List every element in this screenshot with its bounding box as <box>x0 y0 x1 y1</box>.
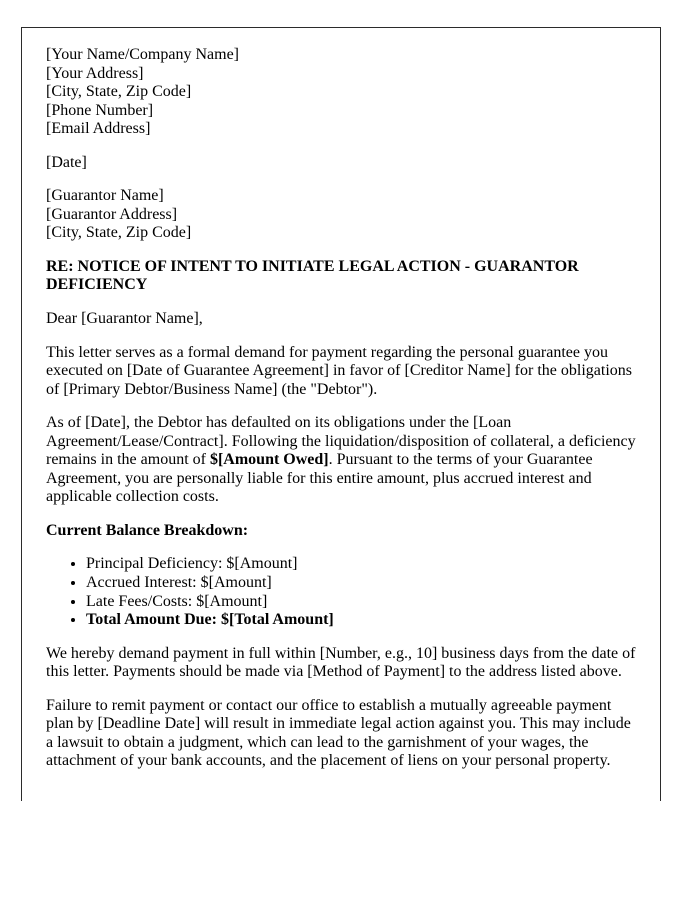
balance-breakdown-list <box>46 555 636 629</box>
intro-paragraph <box>46 344 636 400</box>
sender-email-line: [Email Address] <box>46 120 151 138</box>
date-line: [Date] <box>46 153 87 171</box>
list-item-late-fees <box>86 593 636 612</box>
list-item-total-amount-due <box>86 611 636 630</box>
sender-address-line: [Your Address] <box>46 64 144 82</box>
salutation: Dear [Guarantor Name], <box>46 310 203 328</box>
sender-city-line: [City, State, Zip Code] <box>46 83 192 101</box>
guarantor-city-line: [City, State, Zip Code] <box>46 224 192 242</box>
consequences-paragraph: Failure to remit payment or contact our office to establish a mutually agreeable payment plan by [Deadline Date] will result in immediate legal action against you. This may include a lawsuit to obtain a judgment, which can lead to the garnishment of your wages, the attachment of your bank accounts, and the placement of liens on your personal property. <box>46 696 631 770</box>
amount-owed-value: $[Amount Owed] <box>209 451 329 469</box>
default-paragraph-after-amount: . Pursuant to the terms of your Guarantee Agreement, you are personally liable for this entire amount, plus accrued interest and applicable collection costs. <box>46 451 593 506</box>
letter-document <box>21 27 661 801</box>
recipient-address-block <box>46 187 636 243</box>
total-amount-due-text: Total Amount Due: $[Total Amount] <box>86 611 334 629</box>
default-paragraph <box>46 414 636 507</box>
intro-paragraph-text: This letter serves as a formal demand for payment regarding the personal guarantee you executed on [Date of Guarantee Agreement] in favor of [Creditor Name] for the obligations of [Primary Debtor/Business Name] (the "Debtor"). <box>46 343 632 398</box>
list-item-principal-deficiency <box>86 555 636 574</box>
guarantor-address-line: [Guarantor Address] <box>46 205 178 223</box>
accrued-interest-text: Accrued Interest: $[Amount] <box>86 574 272 592</box>
subject-line: RE: NOTICE OF INTENT TO INITIATE LEGAL ACTION - GUARANTOR DEFICIENCY <box>46 257 579 294</box>
sender-phone-line: [Phone Number] <box>46 101 154 119</box>
sender-address-block <box>46 46 636 139</box>
demand-paragraph: We hereby demand payment in full within [Number, e.g., 10] business days from the date of this letter. Payments should be made via [Method of Payment] to the address listed above. <box>46 644 636 681</box>
breakdown-heading: Current Balance Breakdown: <box>46 521 249 539</box>
default-paragraph-before-amount: As of [Date], the Debtor has defaulted on its obligations under the [Loan Agreement/Lease/Contract]. Following the liquidation/disposition of collateral, a deficiency remains in the amount of <box>46 414 636 469</box>
list-item-accrued-interest <box>86 574 636 593</box>
late-fees-text: Late Fees/Costs: $[Amount] <box>86 592 268 610</box>
sender-name-line: [Your Name/Company Name] <box>46 46 240 63</box>
guarantor-name-line: [Guarantor Name] <box>46 187 164 205</box>
principal-deficiency-text: Principal Deficiency: $[Amount] <box>86 555 298 573</box>
